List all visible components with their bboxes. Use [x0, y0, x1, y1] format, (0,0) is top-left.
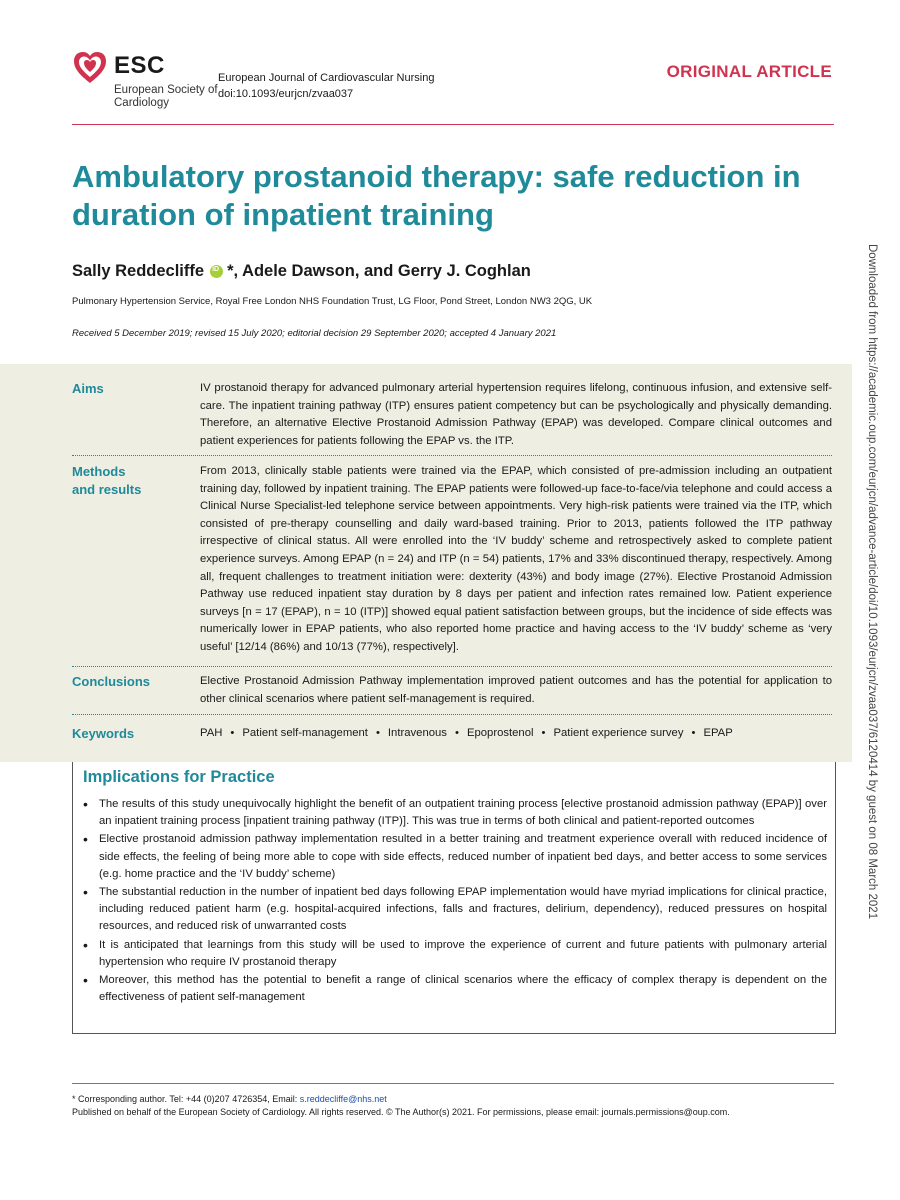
keyword[interactable]: EPAP — [703, 727, 733, 739]
bullet-icon: • — [83, 884, 88, 901]
conclusions-label: Conclusions — [72, 674, 151, 689]
publisher-note: Published on behalf of the European Society of Cardiology. All rights reserved. © The Author(s) 2021. For permissions, please email: journals.permissions@oup.com. — [72, 1107, 730, 1117]
affiliation: Pulmonary Hypertension Service, Royal Free London NHS Foundation Trust, LG Floor, Pond Street, London NW3 2QG, UK — [72, 296, 593, 307]
abstract-separator — [72, 714, 832, 715]
list-item — [83, 796, 827, 830]
methods-label-line2: and results — [72, 482, 142, 497]
bullet-icon: • — [83, 831, 88, 848]
journal-name: European Journal of Cardiovascular Nursing — [218, 72, 435, 84]
logo-society-text: European Society of Cardiology — [114, 84, 218, 109]
bullet-icon: • — [691, 727, 696, 739]
author-others: *, Adele Dawson, and Gerry J. Coghlan — [227, 262, 531, 280]
keyword[interactable]: Patient experience survey — [553, 727, 684, 739]
bullet-icon: • — [541, 727, 546, 739]
list-item — [83, 831, 827, 883]
bullet-icon: • — [83, 972, 88, 989]
aims-text: IV prostanoid therapy for advanced pulmonary arterial hypertension requires lifelong, continuous infusion, and extensive self-care. The inpatient training pathway (ITP) ensures patient competency but can be psychologically and physically demanding. Therefore, an alternative Elective Prostanoid Admission Pathway (EPAP) was developed. Compare clinical outcomes and patient experiences for patients following the EPAP vs. the ITP. — [200, 382, 832, 447]
methods-label-line1: Methods — [72, 464, 126, 479]
corresponding-author-text: * Corresponding author. Tel: +44 (0)207 4726354, Email: — [72, 1094, 300, 1104]
abstract-separator — [72, 455, 832, 456]
abstract-separator — [72, 666, 832, 667]
bullet-icon: • — [83, 796, 88, 812]
list-item — [83, 884, 827, 936]
keyword-list — [200, 725, 832, 743]
conclusions-text: Elective Prostanoid Admission Pathway implementation improved patient outcomes and has the potential for application to other clinical scenarios where patient self-management is required. — [200, 675, 832, 705]
list-item — [83, 972, 827, 1006]
corresponding-email-link[interactable]: s.reddecliffe@nhs.net — [299, 1094, 387, 1104]
header-divider — [72, 124, 834, 125]
author-list — [72, 262, 531, 281]
article-title: Ambulatory prostanoid therapy: safe reduction in duration of inpatient training — [72, 159, 801, 232]
orcid-icon[interactable] — [210, 265, 223, 278]
article-type: ORIGINAL ARTICLE — [666, 62, 832, 81]
received-dates: Received 5 December 2019; revised 15 July 2020; editorial decision 29 September 2020; accepted 4 January 2021 — [72, 328, 557, 339]
esc-logo — [72, 50, 218, 112]
list-item-text: The results of this study unequivocally highlight the benefit of an outpatient training process [elective prostanoid admission pathway (EPAP)] over an inpatient training process [inpatient training pathway (ITP)]. This was true in terms of both clinical and patient-reported outcomes — [99, 798, 827, 828]
implications-title: Implications for Practice — [83, 768, 275, 786]
author-primary[interactable]: Sally Reddecliffe — [72, 262, 205, 280]
aims-label: Aims — [72, 381, 104, 396]
bullet-icon: • — [83, 936, 88, 953]
journal-doi[interactable]: doi:10.1093/eurjcn/zvaa037 — [218, 88, 354, 100]
bullet-icon: • — [375, 727, 380, 739]
methods-text: From 2013, clinically stable patients were trained via the EPAP, which consisted of pre-admission including an outpatient training day, followed by inpatient training. The EPAP patients were followed-up face-to-face/via telephone and could access a Clinical Nurse Specialist-led telephone service between appointments. Very high-risk patients were trained via the ITP, which consisted of pre-therapy counselling and daily ward-based training. Prior to 2013, patients followed the ITP pathway irrespective of clinical status. All were enrolled into the ‘IV buddy’ scheme and retrospectively asked to complete patient experience surveys. Among EPAP (n = 24) and ITP (n = 54) patients, 17% and 33% discontinued therapy, respectively. Among all, frequent challenges to treatment initiation were: dexterity (43%) and body image (27%). Elective Prostanoid Admission Pathway use reduced inpatient stay duration by 8 days per patient and infection rates remained low. Patient experience surveys [n = 17 (EPAP), n = 10 (ITP)] showed equal patient satisfaction between groups, but the incidence of side effects was numerically lower in EPAP patients, who also reported home practice and having access to the ‘IV buddy’ scheme as ‘very useful’ [12/14 (86%) and 10/13 (77%), respectively]. — [200, 465, 832, 653]
download-sidebar — [862, 244, 880, 964]
keyword[interactable]: Epoprostenol — [466, 727, 534, 739]
heart-logo-icon — [72, 50, 108, 86]
list-item — [83, 937, 827, 971]
footer-divider — [72, 1083, 834, 1084]
keyword[interactable]: Patient self-management — [242, 727, 368, 739]
logo-esc-text: ESC — [114, 52, 165, 79]
list-item-text: Moreover, this method has the potential to benefit a range of clinical scenarios where the efficacy of complex therapy is dependent on the effectiveness of patient self-management — [99, 974, 827, 1004]
journal-info — [218, 70, 434, 102]
keywords-label: Keywords — [72, 726, 135, 741]
keyword[interactable]: Intravenous — [387, 727, 447, 739]
bullet-icon: • — [230, 727, 235, 739]
implications-box — [72, 762, 836, 1034]
bullet-icon: • — [454, 727, 459, 739]
implications-list — [83, 796, 827, 1007]
keyword[interactable]: PAH — [200, 727, 223, 739]
download-note: Downloaded from https://academic.oup.com/eurjcn/advance-article/doi/10.1093/eurjcn/zvaa037/6120414 by guest on 08 March 2021 — [866, 244, 878, 920]
methods-label — [72, 463, 192, 499]
corresponding-author — [72, 1094, 387, 1104]
list-item-text: Elective prostanoid admission pathway implementation resulted in a better training and treatment experience overall with reduced incidence of side effects, the feeling of being more able to cope with side effects, reduced number of inpatient bed days, and better access to some services (e.g. home practice and the ‘IV buddy’ scheme) — [99, 833, 827, 880]
list-item-text: It is anticipated that learnings from this study will be used to improve the experience of current and future patients with pulmonary arterial hypertension who require IV prostanoid therapy — [99, 938, 827, 968]
list-item-text: The substantial reduction in the number of inpatient bed days following EPAP implementation would have myriad implications for clinical practice, including reduced patient harm (e.g. hospital-acquired infections, falls and fractures, delirium, dependency), reduced pressures on hospital resources, and reduced risk of unwarranted costs — [99, 886, 827, 933]
